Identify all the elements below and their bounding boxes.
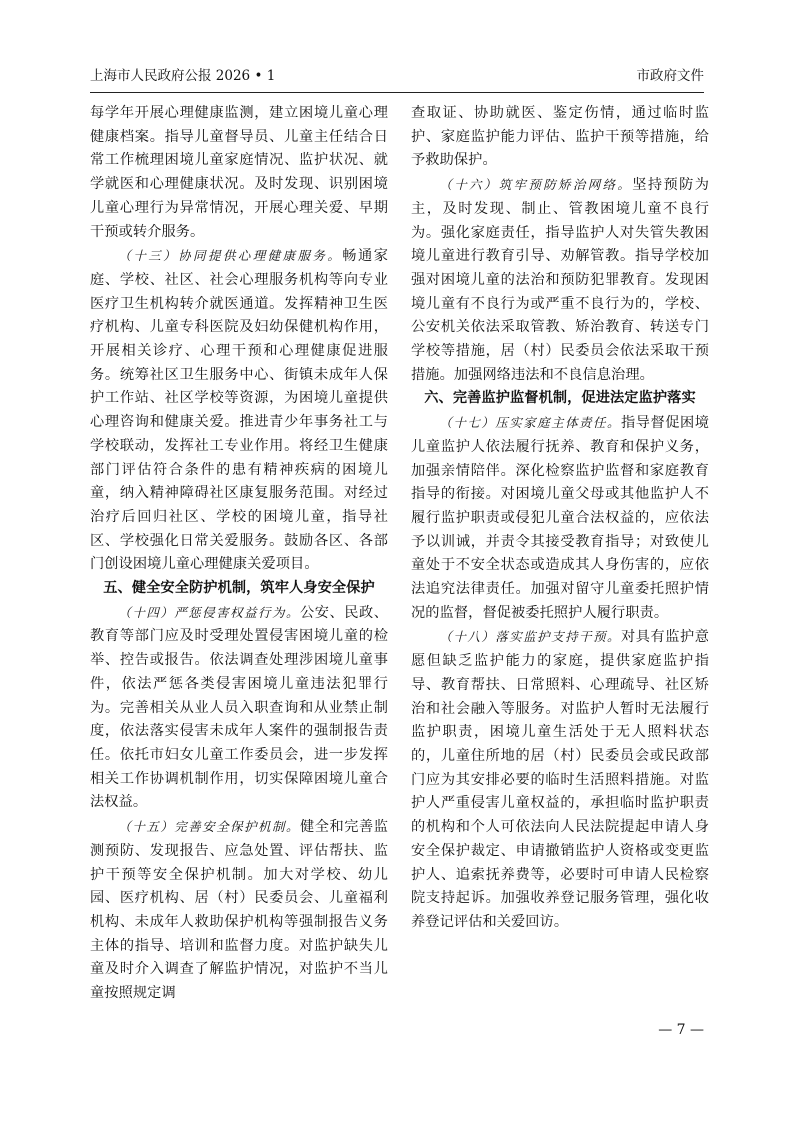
right-column	[411, 102, 709, 935]
paragraph	[90, 244, 388, 577]
paragraph-text: 指导督促困境儿童监护人依法履行抚养、教育和保护义务，加强亲情陪伴。深化检察监护监督和家庭教育指导的衔接。对困境儿童父母或其他监护人不履行监护职责或侵犯儿童合法权益的，应依法予以训诫，并责令其接受教育指导；对致使儿童处于不安全状态或造成其人身伤害的，应依法追究法律责任。加强对留守儿童委托照护情况的监督，督促被委托照护人履行职责。	[411, 415, 709, 621]
paragraph-text: 健全和完善监测预防、发现报告、应急处置、评估帮扶、监护干预等安全保护机制。加大对学校、幼儿园、医疗机构、居（村）民委员会、儿童福利机构、未成年人救助保护机构等强制报告义务主体的指导、培训和监督力度。对监护缺失儿童及时介入调查了解监护情况，对监护不当儿童按照规定调	[90, 819, 388, 1002]
paragraph	[90, 815, 388, 1006]
section-title: 市政府文件	[636, 68, 704, 84]
paragraph-text: 畅通家庭、学校、社区、社会心理服务机构等向专业医疗卫生机构转介就医通道。发挥精神卫生医疗机构、儿童专科医院及妇幼保健机构作用，开展相关诊疗、心理干预和心理健康促进服务。统筹社区卫生服务中心、街镇未成年人保护工作站、社区学校等资源，为困境儿童提供心理咨询和健康关爱。推进青少年事务社工与学校联动，发挥社工专业作用。将经卫生健康部门评估符合条件的患有精神疾病的困境儿童，纳入精神障碍社区康复服务范围。对经过治疗后回归社区、学校的困境儿童，指导社区、学校强化日常关爱服务。鼓励各区、各部门创设困境儿童心理健康关爱项目。	[90, 248, 388, 573]
subheading: （十六）筑牢预防矫治网络。	[439, 177, 633, 193]
paragraph: 每学年开展心理健康监测，建立困境儿童心理健康档案。指导儿童督导员、儿童主任结合日常工作梳理困境儿童家庭情况、监护状况、就学就医和心理健康状况。及时发现、识别困境儿童心理行为异常情况，开展心理关爱、早期干预或转介服务。	[90, 105, 388, 240]
paragraph-text: 公安、民政、教育等部门应及时受理处置侵害困境儿童的检举、控告或报告。依法调查处理涉困境儿童事件，依法严惩各类侵害困境儿童违法犯罪行为。完善相关从业人员入职查询和从业禁止制度，依法落实侵害未成年人案件的强制报告责任。依托市妇女儿童工作委员会，进一步发挥相关工作协调机制作用，切实保障困境儿童合法权益。	[90, 604, 388, 811]
subheading: （十八）落实监护支持干预。	[439, 629, 621, 645]
paragraph	[411, 625, 709, 934]
paragraph: 查取证、协助就医、鉴定伤情，通过临时监护、家庭监护能力评估、监护干预等措施，给予救助保护。	[411, 105, 709, 169]
page-number: — 7 —	[658, 1022, 704, 1038]
paragraph	[90, 601, 388, 815]
paragraph	[411, 411, 709, 625]
subheading: （十三）协同提供心理健康服务。	[118, 248, 343, 264]
section-heading: 六、完善监护监督机制，促进法定监护落实	[424, 390, 696, 407]
paragraph-text: 坚持预防为主，及时发现、制止、管教困境儿童不良行为。强化家庭责任，指导监护人对失管失教困境儿童进行教育引导、劝解管教。指导学校加强对困境儿童的法治和预防犯罪教育。发现困境儿童有不良行为或严重不良行为的，学校、公安机关依法采取管教、矫治教育、转送专门学校等措施，居（村）民委员会依法采取干预措施。加强网络违法和不良信息治理。	[411, 177, 709, 383]
subheading: （十七）压实家庭主体责任。	[439, 415, 621, 431]
section-heading: 五、健全安全防护机制，筑牢人身安全保护	[103, 580, 375, 597]
subheading: （十四）严惩侵害权益行为。	[118, 604, 300, 620]
header-rule	[90, 92, 704, 93]
publication-title: 上海市人民政府公报 2026 • 1	[90, 68, 276, 84]
paragraph	[411, 173, 709, 387]
paragraph-text: 对具有监护意愿但缺乏监护能力的家庭，提供家庭监护指导、教育帮扶、日常照料、心理疏导、社区矫治和社会融入等服务。对监护人暂时无法履行监护职责，困境儿童生活处于无人照料状态的，儿童住所地的居（村）民委员会或民政部门应为其安排必要的临时生活照料措施。对监护人严重侵害儿童权益的，承担临时监护职责的机构和个人可依法向人民法院提起申请人身安全保护裁定、申请撤销监护人资格或变更监护人、追索抚养费等，必要时可申请人民检察院支持起诉。加强收养登记服务管理，强化收养登记评估和关爱回访。	[411, 629, 709, 930]
page-header	[90, 66, 704, 86]
subheading: （十五）完善安全保护机制。	[118, 819, 300, 835]
left-column	[90, 102, 388, 1006]
